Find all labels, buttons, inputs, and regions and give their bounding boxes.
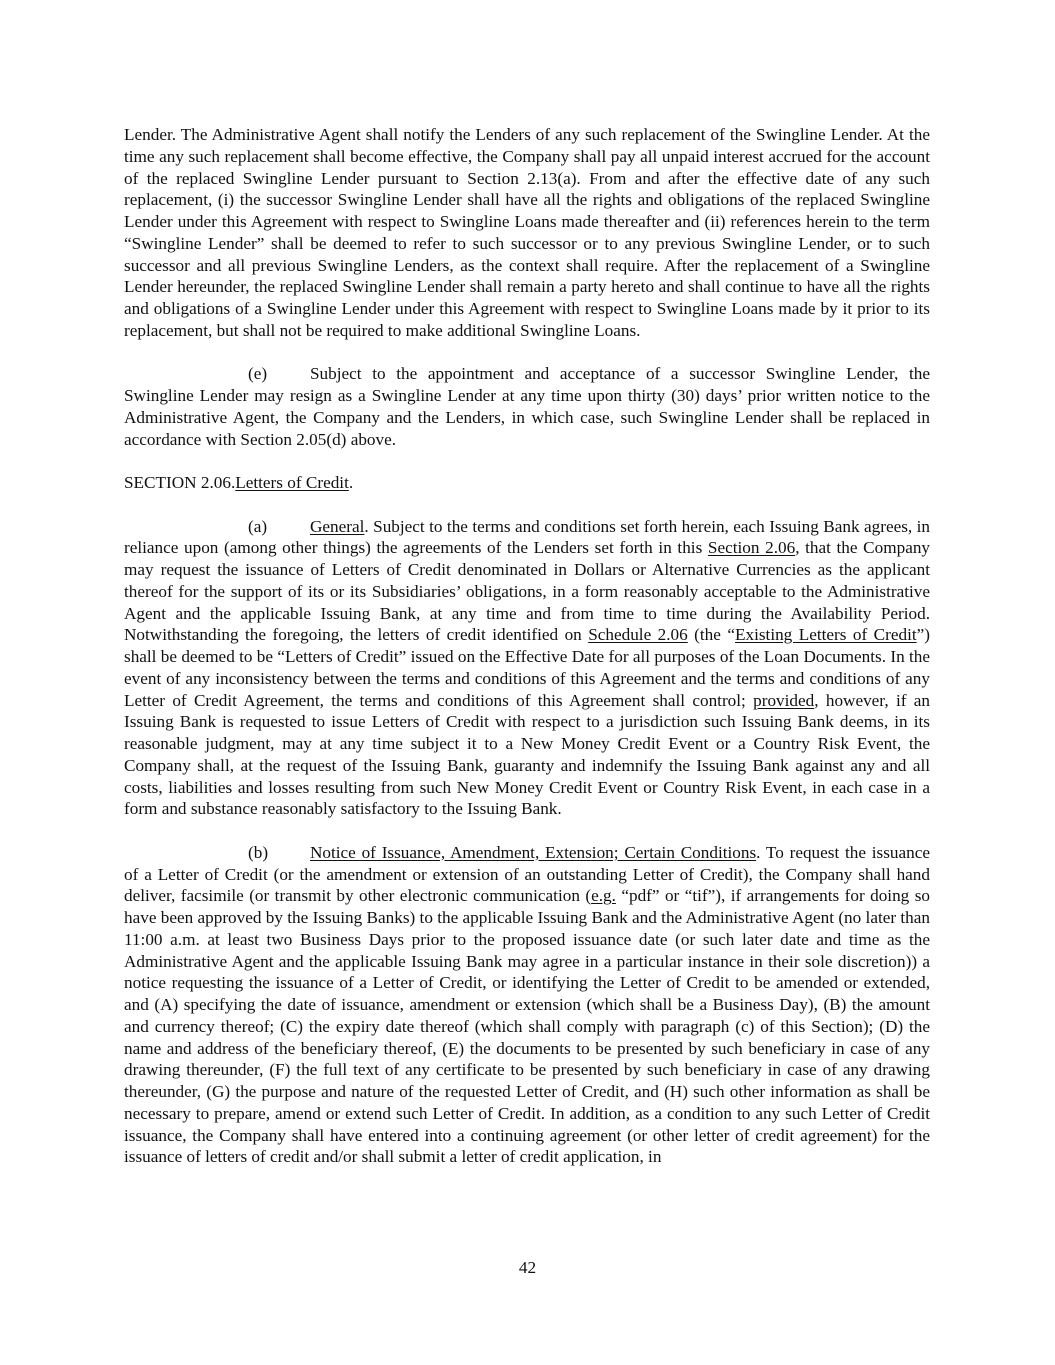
example-abbreviation: e.g. [591, 886, 616, 906]
clause-heading-a: General [310, 516, 365, 536]
section-title-end: . [348, 473, 354, 492]
clause-text-b-2: “pdf” or “tif”), if arrangements for doing so have been approved by the Issuing Banks) to the applicable Issuing Bank and the Administrative Agent (no later than 11:00 a.m. at least two Business Days prior to the proposed issuance date (or such later date and time as the Administrative Agent and the applicable Issuing Bank may agree in a particular instance in their sole discretion)) a notice requesting the issuance of a Letter of Credit, or identifying the Letter of Credit to be amended or extended, and (A) specifying the date of issuance, amendment or extension (which shall be a Business Day), (B) the amount and currency thereof; (C) the expiry date thereof (which shall comply with paragraph (c) of this Section); (D) the name and address of the beneficiary thereof, (E) the documents to be presented by such beneficiary in case of any drawing thereunder, (F) the full text of any certificate to be presented by such beneficiary in case of any drawing thereunder, (G) the purpose and nature of the requested Letter of Credit, and (H) such other information as shall be necessary to prepare, amend or extend such Letter of Credit. In addition, as a condition to any such Letter of Credit issuance, the Company shall have entered into a continuing agreement (or other letter of credit agreement) for the issuance of letters of credit and/or shall submit a letter of credit application, in [124, 886, 930, 1167]
clause-text-a-3: (the “ [687, 625, 735, 645]
clause-text-a-5: , however, if an Issuing Bank is requested to issue Letters of Credit with respect to a jurisdiction such Issuing Bank deems, in its reasonable judgment, may at any time subject it to a New Money Credit Event or a Country Risk Event, the Company shall, at the request of the Issuing Bank, guaranty and indemnify the Issuing Bank against any and all costs, liabilities and losses resulting from such New Money Credit Event or Country Risk Event, in each case in a form and substance reasonably satisfactory to the Issuing Bank. [124, 690, 930, 819]
clause-text-a-4: ”) shall be deemed to be “Letters of Credit” issued on the Effective Date for all purposes of the Loan Documents. In the event of any inconsistency between the terms and conditions of this Agreement and the terms and conditions of any Letter of Credit Agreement, the terms and conditions of this Agreement shall control; [124, 625, 930, 710]
clause-heading-b: Notice of Issuance, Amendment, Extension; Certain Conditions [310, 842, 757, 862]
cross-reference-schedule: Schedule 2.06 [588, 625, 688, 645]
paragraph-text: Lender. The Administrative Agent shall notify the Lenders of any such replacement of the Swingline Lender. At the time any such replacement shall become effective, the Company shall pay all unpaid interest accrued for the account of the replaced Swingline Lender pursuant to Section 2.13(a). From and after the effective date of any such replacement, (i) the successor Swingline Lender shall have all the rights and obligations of the replaced Swingline Lender under this Agreement with respect to Swingline Loans made thereafter and (ii) references herein to the term “Swingline Lender” shall be deemed to refer to such successor or to any previous Swingline Lender, or to such successor and all previous Swingline Lenders, as the context shall require. After the replacement of a Swingline Lender hereunder, the replaced Swingline Lender shall remain a party hereto and shall continue to have all the rights and obligations of a Swingline Lender under this Agreement with respect to Swingline Loans made by it prior to its replacement, but shall not be required to make additional Swingline Loans. [124, 125, 930, 340]
clause-text-a-2: , that the Company may request the issuance of Letters of Credit denominated in Dollars or Alternative Currencies as the applicant thereof for the support of its or its Subsidiaries’ obligations, in a form reasonably acceptable to the Administrative Agent and the applicable Issuing Bank, at any time and from time to time during the Availability Period. Notwithstanding the foregoing, the letters of credit identified on [124, 538, 931, 645]
clause-label-a: (a) [248, 516, 268, 536]
clause-text-b-1: . To request the issuance of a Letter of Credit (or the amendment or extension of an outstanding Letter of Credit), the Company shall hand deliver, facsimile (or transmit by other electronic communication ( [124, 842, 931, 906]
paragraph-e [124, 363, 930, 450]
section-number: SECTION 2.06. [124, 473, 236, 492]
section-title: Letters of Credit [235, 473, 349, 492]
clause-label-b: (b) [248, 842, 269, 862]
section-heading [124, 472, 930, 494]
clause-text-e: Subject to the appointment and acceptance of a successor Swingline Lender, the Swingline Lender may resign as a Swingline Lender at any time upon thirty (30) days’ prior written notice to the Administrative Agent, the Company and the Lenders, in which case, such Swingline Lender shall be replaced in accordance with Section 2.05(d) above. [124, 364, 930, 449]
cross-reference-section: Section 2.06 [707, 538, 796, 558]
paragraph-a [124, 516, 930, 821]
clause-label-e: (e) [248, 364, 268, 384]
document-page [124, 124, 930, 1190]
defined-term: Existing Letters of Credit [734, 625, 917, 645]
proviso-term: provided [753, 690, 815, 710]
page-number: 42 [518, 1258, 537, 1277]
paragraph-continued [124, 124, 930, 342]
paragraph-b [124, 842, 930, 1168]
clause-text-a-1: . Subject to the terms and conditions set forth herein, each Issuing Bank agrees, in reliance upon (among other things) the agreements of the Lenders set forth in this [124, 516, 930, 558]
